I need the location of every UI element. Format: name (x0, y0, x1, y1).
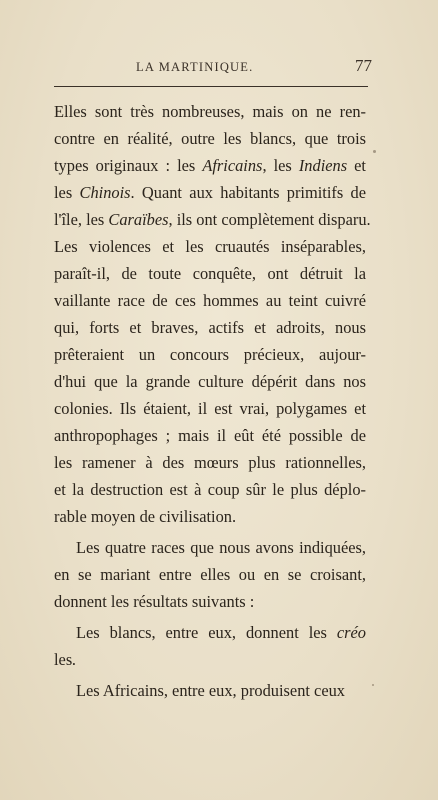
text-run: Les quatre races que nous avons indiquées, (76, 538, 366, 557)
italic-term: Indiens (298, 156, 348, 175)
text-run: , ils ont complètement disparu. (168, 210, 371, 229)
text-run: d'hui que la grande culture dépérit dans nos (54, 372, 366, 391)
text-line (54, 422, 366, 449)
text-line (54, 152, 366, 179)
text-run: les (54, 183, 80, 202)
text-run: . Quant aux habitants primitifs de (130, 183, 366, 202)
paragraph (54, 534, 366, 615)
text-run: colonies. Ils étaient, il est vrai, polygames et (54, 399, 366, 418)
paper-speck (372, 684, 374, 686)
running-title: LA MARTINIQUE. (136, 60, 254, 74)
text-line (54, 125, 366, 152)
italic-term: Caraïbes (108, 210, 169, 229)
text-line (54, 395, 366, 422)
page-header (52, 56, 372, 80)
text-run: donnent les résultats suivants : (54, 592, 255, 611)
page-number: 77 (355, 56, 372, 75)
italic-term: . (72, 650, 77, 669)
text-run: types originaux : les (54, 156, 203, 175)
text-run: et la destruction est à coup sûr le plus déplo- (54, 480, 366, 499)
text-run: anthropophages ; mais il eût été possible de (54, 426, 366, 445)
text-line (54, 588, 366, 615)
text-run: prêteraient un concours précieux, aujour- (54, 345, 366, 364)
text-line (54, 534, 366, 561)
text-line (54, 233, 366, 260)
text-line (54, 98, 366, 125)
text-line (54, 314, 366, 341)
body-text (54, 98, 371, 704)
text-run: Elles sont très nombreuses, mais on ne ren- (54, 102, 366, 121)
text-line (54, 646, 366, 673)
paper-speck (373, 150, 376, 153)
text-run: les (54, 650, 73, 669)
text-line (54, 561, 366, 588)
header-rule (54, 86, 368, 87)
text-run: vaillante race de ces hommes au teint cuivré (54, 291, 366, 310)
text-line (54, 476, 366, 503)
text-line (54, 179, 366, 206)
italic-term: créo (336, 623, 366, 642)
text-run: contre en réalité, outre les blancs, que trois (54, 129, 366, 148)
text-run: qui, forts et braves, actifs et adroits, nous (54, 318, 366, 337)
italic-term: Chinois (79, 183, 131, 202)
text-line (54, 503, 366, 530)
text-run: Les blancs, entre eux, donnent les (76, 623, 337, 642)
text-line (54, 677, 366, 704)
text-run: l'île, les (54, 210, 109, 229)
text-line (54, 341, 366, 368)
text-line (54, 368, 366, 395)
paragraph (54, 677, 366, 704)
text-run: rable moyen de civilisation. (54, 507, 237, 526)
text-run: Les Africains, entre eux, produisent ceux (76, 681, 345, 700)
italic-term: Africains (202, 156, 263, 175)
text-run: et (347, 156, 366, 175)
text-line (54, 206, 371, 233)
paragraph (54, 619, 366, 673)
text-line (54, 449, 366, 476)
text-run: Les violences et les cruautés inséparables, (54, 237, 366, 256)
paragraph (54, 98, 371, 530)
text-run: paraît-il, de toute conquête, ont détruit la (54, 264, 366, 283)
text-run: , les (262, 156, 299, 175)
text-run: en se mariant entre elles ou en se croisant, (54, 565, 366, 584)
text-line (54, 260, 366, 287)
text-run: les ramener à des mœurs plus rationnelles, (54, 453, 366, 472)
text-line (54, 287, 366, 314)
text-line (54, 619, 366, 646)
